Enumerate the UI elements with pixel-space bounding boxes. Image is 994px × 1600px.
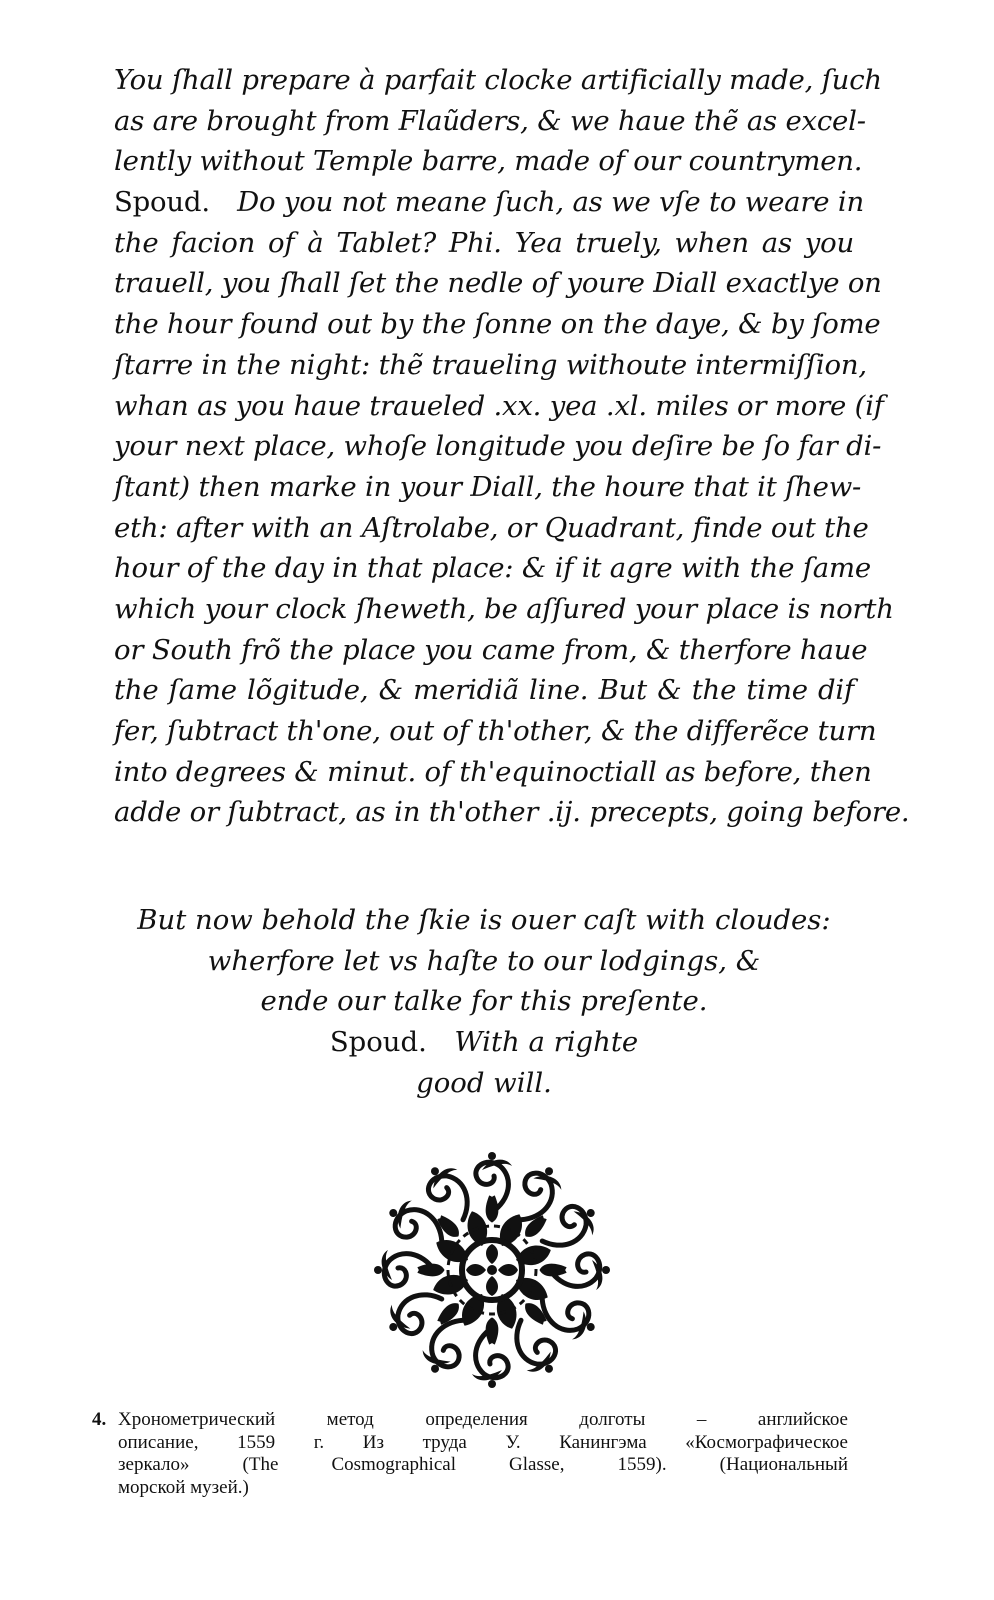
closing-text-block <box>114 900 854 1103</box>
closing-line: But now behold the ſkie is ouer caſt with cloudes: <box>137 904 831 936</box>
text-line: You ſhall prepare à parfait clocke artificially made, ſuch <box>114 64 882 96</box>
text-line: as are brought from Flaũders, & we haue thẽ as excel- <box>114 104 866 137</box>
text-line: your next place, whoſe longitude you deſire be ſo far di- <box>114 430 882 463</box>
dialogue-text-block <box>114 60 910 833</box>
caption-line: описание, 1559 г. Из труда У. Канингэма «Космографическое <box>118 1431 848 1453</box>
text-line: adde or ſubtract, as in th'other .ij. precepts, going before. <box>114 796 910 829</box>
speaker-name: Spoud. <box>114 186 210 219</box>
text-line: the facion of à Tablet? Phi. Yea truely, when as you <box>114 226 854 259</box>
text-line: lently without Temple barre, made of our countrymen. <box>114 145 863 178</box>
speaker-name: Spoud. <box>329 1026 427 1059</box>
text-line: ſtarre in the night: thẽ traueling withoute intermiſſion, <box>114 348 867 381</box>
text-line: which your clock ſheweth, be aſſured your place is north <box>114 592 894 625</box>
caption-line: морской музей.) <box>118 1476 249 1498</box>
text-line: into degrees & minut. of th'equinoctiall as before, then <box>114 755 872 788</box>
floral-rosette-ornament-icon <box>372 1150 612 1390</box>
caption-number: 4. <box>92 1409 107 1430</box>
text-line: Spoud. Do you not meane ſuch, as we vſe to weare in <box>114 186 865 219</box>
caption-text <box>118 1409 848 1499</box>
text-line: the ſame lõgitude, & meridiã line. But & the time dif <box>114 674 854 707</box>
text-line: whan as you haue traueled .xx. yea .xl. miles or more (if <box>114 389 884 422</box>
text-line: trauell, you ſhall ſet the nedle of youre Diall exactlye on <box>114 267 882 300</box>
text-line: ſtant) then marke in your Diall, the houre that it ſhew- <box>114 470 862 503</box>
text-line: or South frõ the place you came from, & therfore haue <box>114 633 868 666</box>
text-line: eth: after with an Aſtrolabe, or Quadrant, finde out the <box>114 511 869 544</box>
text-line: the hour found out by the ſonne on the daye, & by ſome <box>114 308 881 341</box>
text-line: fer, ſubtract th'one, out of th'other, & the differẽce turn <box>114 715 877 747</box>
closing-line: good will. <box>416 1066 552 1099</box>
closing-line: ende our talke for this preſente. <box>260 985 708 1018</box>
closing-line: wherfore let vs haſte to our lodgings, & <box>207 944 761 977</box>
text-line: hour of the day in that place: & if it agre with the ſame <box>114 552 871 585</box>
caption-line: зеркало» (The Cosmographical Glasse, 1559). (Национальный <box>118 1454 848 1475</box>
caption-line: Хронометрический метод определения долготы – английское <box>118 1409 848 1430</box>
closing-line: Spoud. With a righte <box>329 1026 639 1059</box>
